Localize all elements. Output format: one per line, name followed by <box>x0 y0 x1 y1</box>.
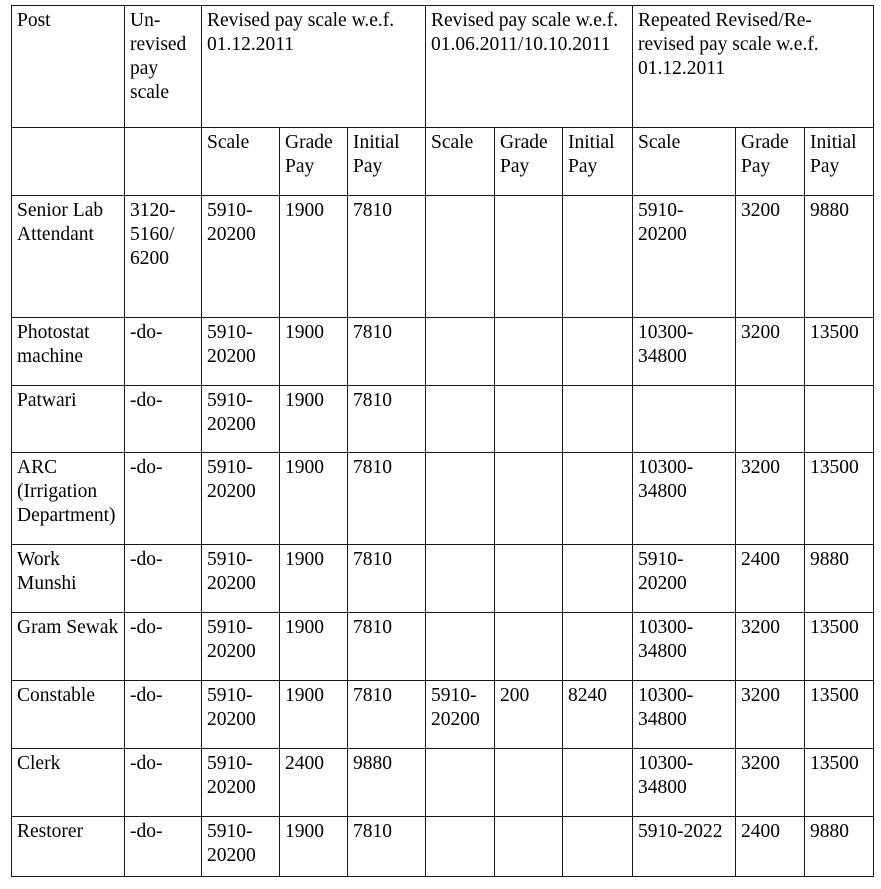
table-row <box>12 386 874 453</box>
repeated-revised-initial-pay-cell: 9880 <box>805 817 874 877</box>
revised-initial-pay-cell: 7810 <box>348 545 426 613</box>
revised-scale-cell: 5910- 20200 <box>202 386 280 453</box>
revised-scale-cell: 5910- 20200 <box>202 318 280 386</box>
mid-revised-scale-cell <box>426 196 495 318</box>
mid-revised-initial-pay-cell: 8240 <box>563 681 633 749</box>
repeated-revised-initial-pay-cell: 13500 <box>805 749 874 817</box>
table-row <box>12 196 874 318</box>
mid-revised-grade-pay-cell <box>495 453 563 545</box>
revised-initial-pay-cell: 7810 <box>348 386 426 453</box>
mid-revised-scale-cell <box>426 453 495 545</box>
post-cell: Senior Lab Attendant <box>12 196 125 318</box>
table-row <box>12 681 874 749</box>
unrevised-pay-scale-cell: -do- <box>125 817 202 877</box>
mid-revised-initial-pay-cell <box>563 453 633 545</box>
mid-revised-scale-cell <box>426 386 495 453</box>
unrevised-pay-scale-cell: 3120- 5160/ 6200 <box>125 196 202 318</box>
repeated-revised-initial-pay-cell: 13500 <box>805 613 874 681</box>
repeated-revised-initial-pay-cell: 9880 <box>805 545 874 613</box>
post-cell: Restorer <box>12 817 125 877</box>
repeated-revised-initial-pay-cell <box>805 386 874 453</box>
mid-revised-grade-pay-cell <box>495 318 563 386</box>
header-sub-empty <box>12 128 125 196</box>
mid-revised-grade-pay-cell <box>495 196 563 318</box>
revised-grade-pay-cell: 1900 <box>280 386 348 453</box>
unrevised-pay-scale-cell: -do- <box>125 386 202 453</box>
table-body <box>12 196 874 877</box>
table-row <box>12 453 874 545</box>
revised-grade-pay-cell: 1900 <box>280 318 348 386</box>
repeated-revised-scale-cell: 10300- 34800 <box>633 318 736 386</box>
header-group-revised-mid-2011: Revised pay scale w.e.f. 01.06.2011/10.10.2011 <box>426 6 633 128</box>
revised-scale-cell: 5910- 20200 <box>202 681 280 749</box>
post-cell: Gram Sewak <box>12 613 125 681</box>
post-cell: Clerk <box>12 749 125 817</box>
revised-scale-cell: 5910- 20200 <box>202 817 280 877</box>
revised-initial-pay-cell: 7810 <box>348 196 426 318</box>
post-cell: Photostat machine <box>12 318 125 386</box>
revised-scale-cell: 5910- 20200 <box>202 613 280 681</box>
mid-revised-grade-pay-cell <box>495 749 563 817</box>
table-row <box>12 613 874 681</box>
repeated-revised-scale-cell: 5910- 20200 <box>633 545 736 613</box>
repeated-revised-grade-pay-cell: 3200 <box>736 681 805 749</box>
repeated-revised-grade-pay-cell: 3200 <box>736 453 805 545</box>
table-row <box>12 318 874 386</box>
mid-revised-scale-cell <box>426 545 495 613</box>
header-group-revised-2011: Revised pay scale w.e.f. 01.12.2011 <box>202 6 426 128</box>
post-cell: ARC (Irrigation Department) <box>12 453 125 545</box>
mid-revised-initial-pay-cell <box>563 749 633 817</box>
header-sub-grade-pay: Grade Pay <box>736 128 805 196</box>
header-row-subcolumns <box>12 128 874 196</box>
mid-revised-initial-pay-cell <box>563 545 633 613</box>
mid-revised-scale-cell <box>426 749 495 817</box>
mid-revised-initial-pay-cell <box>563 817 633 877</box>
repeated-revised-initial-pay-cell: 13500 <box>805 453 874 545</box>
mid-revised-scale-cell: 5910- 20200 <box>426 681 495 749</box>
mid-revised-initial-pay-cell <box>563 318 633 386</box>
revised-initial-pay-cell: 7810 <box>348 613 426 681</box>
header-row-groups <box>12 6 874 128</box>
header-sub-grade-pay: Grade Pay <box>280 128 348 196</box>
revised-grade-pay-cell: 1900 <box>280 817 348 877</box>
repeated-revised-scale-cell: 10300- 34800 <box>633 613 736 681</box>
revised-grade-pay-cell: 1900 <box>280 681 348 749</box>
mid-revised-initial-pay-cell <box>563 613 633 681</box>
header-sub-initial-pay: Initial Pay <box>805 128 874 196</box>
unrevised-pay-scale-cell: -do- <box>125 453 202 545</box>
repeated-revised-grade-pay-cell: 3200 <box>736 318 805 386</box>
mid-revised-grade-pay-cell <box>495 386 563 453</box>
header-sub-grade-pay: Grade Pay <box>495 128 563 196</box>
revised-initial-pay-cell: 7810 <box>348 453 426 545</box>
revised-grade-pay-cell: 2400 <box>280 749 348 817</box>
header-sub-scale: Scale <box>426 128 495 196</box>
revised-initial-pay-cell: 9880 <box>348 749 426 817</box>
repeated-revised-grade-pay-cell <box>736 386 805 453</box>
repeated-revised-grade-pay-cell: 3200 <box>736 613 805 681</box>
pay-scale-table <box>11 5 874 877</box>
header-post: Post <box>12 6 125 128</box>
repeated-revised-grade-pay-cell: 3200 <box>736 196 805 318</box>
header-sub-scale: Scale <box>202 128 280 196</box>
table-row <box>12 817 874 877</box>
revised-scale-cell: 5910- 20200 <box>202 453 280 545</box>
header-sub-initial-pay: Initial Pay <box>348 128 426 196</box>
mid-revised-grade-pay-cell <box>495 613 563 681</box>
repeated-revised-scale-cell: 10300- 34800 <box>633 453 736 545</box>
unrevised-pay-scale-cell: -do- <box>125 613 202 681</box>
mid-revised-grade-pay-cell <box>495 817 563 877</box>
repeated-revised-scale-cell: 5910-2022 <box>633 817 736 877</box>
revised-scale-cell: 5910- 20200 <box>202 545 280 613</box>
repeated-revised-initial-pay-cell: 13500 <box>805 681 874 749</box>
revised-grade-pay-cell: 1900 <box>280 453 348 545</box>
repeated-revised-grade-pay-cell: 2400 <box>736 545 805 613</box>
header-sub-scale: Scale <box>633 128 736 196</box>
repeated-revised-initial-pay-cell: 13500 <box>805 318 874 386</box>
revised-initial-pay-cell: 7810 <box>348 681 426 749</box>
repeated-revised-initial-pay-cell: 9880 <box>805 196 874 318</box>
revised-scale-cell: 5910- 20200 <box>202 749 280 817</box>
repeated-revised-scale-cell: 10300- 34800 <box>633 681 736 749</box>
mid-revised-initial-pay-cell <box>563 386 633 453</box>
header-group-repeated-revised: Repeated Revised/Re-revised pay scale w.e.f. 01.12.2011 <box>633 6 874 128</box>
repeated-revised-grade-pay-cell: 2400 <box>736 817 805 877</box>
repeated-revised-scale-cell <box>633 386 736 453</box>
post-cell: Patwari <box>12 386 125 453</box>
repeated-revised-scale-cell: 10300- 34800 <box>633 749 736 817</box>
mid-revised-grade-pay-cell: 200 <box>495 681 563 749</box>
mid-revised-scale-cell <box>426 817 495 877</box>
post-cell: Work Munshi <box>12 545 125 613</box>
table-row <box>12 749 874 817</box>
revised-grade-pay-cell: 1900 <box>280 196 348 318</box>
header-sub-initial-pay: Initial Pay <box>563 128 633 196</box>
revised-grade-pay-cell: 1900 <box>280 613 348 681</box>
unrevised-pay-scale-cell: -do- <box>125 749 202 817</box>
mid-revised-initial-pay-cell <box>563 196 633 318</box>
repeated-revised-grade-pay-cell: 3200 <box>736 749 805 817</box>
revised-grade-pay-cell: 1900 <box>280 545 348 613</box>
post-cell: Constable <box>12 681 125 749</box>
header-unrevised-pay-scale: Un- revised pay scale <box>125 6 202 128</box>
revised-initial-pay-cell: 7810 <box>348 318 426 386</box>
unrevised-pay-scale-cell: -do- <box>125 545 202 613</box>
mid-revised-grade-pay-cell <box>495 545 563 613</box>
unrevised-pay-scale-cell: -do- <box>125 681 202 749</box>
revised-initial-pay-cell: 7810 <box>348 817 426 877</box>
header-sub-empty <box>125 128 202 196</box>
unrevised-pay-scale-cell: -do- <box>125 318 202 386</box>
mid-revised-scale-cell <box>426 613 495 681</box>
revised-scale-cell: 5910- 20200 <box>202 196 280 318</box>
table-row <box>12 545 874 613</box>
repeated-revised-scale-cell: 5910- 20200 <box>633 196 736 318</box>
mid-revised-scale-cell <box>426 318 495 386</box>
